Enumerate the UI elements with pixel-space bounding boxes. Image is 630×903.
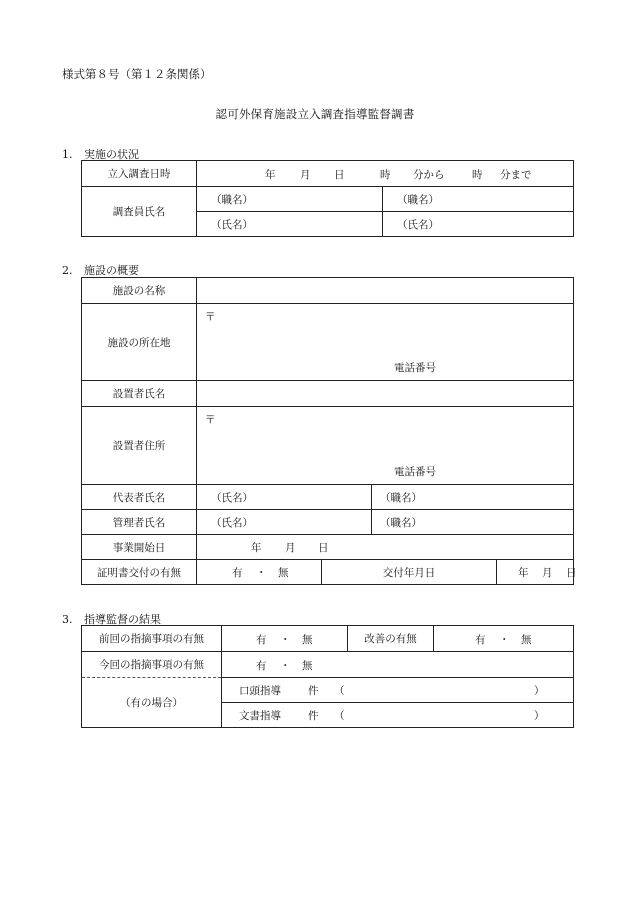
issue-year: 年 bbox=[518, 567, 529, 579]
current-yes: 有 bbox=[256, 659, 267, 672]
written-open-paren: （ bbox=[334, 710, 345, 722]
founder-postal-mark: 〒 bbox=[205, 414, 216, 426]
inspection-datetime-label: 立入調査日時 bbox=[82, 161, 197, 187]
current-dot: ・ bbox=[280, 659, 291, 672]
section3-number: 3. bbox=[62, 613, 73, 626]
facility-phone-label: 電話番号 bbox=[394, 362, 436, 374]
oral-guidance-field[interactable] bbox=[222, 678, 574, 703]
current-no: 無 bbox=[302, 659, 313, 672]
dt-day: 日 bbox=[334, 168, 345, 181]
previous-findings-yes-no[interactable] bbox=[222, 626, 348, 652]
representative-label: 代表者氏名 bbox=[82, 485, 197, 510]
dt-year: 年 bbox=[265, 168, 276, 181]
improvement-yes: 有 bbox=[475, 633, 486, 646]
founder-address-label: 設置者住所 bbox=[82, 407, 197, 485]
inspector1-name-label: （氏名） bbox=[211, 218, 253, 231]
previous-yes: 有 bbox=[256, 633, 267, 646]
dt-minute-from: 分から bbox=[413, 168, 445, 181]
certificate-dot: ・ bbox=[256, 567, 267, 579]
manager-position-field[interactable] bbox=[372, 510, 574, 535]
manager-name-field[interactable] bbox=[197, 510, 372, 535]
issue-month: 月 bbox=[542, 567, 553, 579]
founder-name-field[interactable] bbox=[197, 381, 574, 407]
certificate-yes: 有 bbox=[232, 567, 243, 579]
inspector2-name-field[interactable] bbox=[383, 212, 574, 237]
representative-position-field[interactable] bbox=[372, 485, 574, 510]
manager-label: 管理者氏名 bbox=[82, 510, 197, 535]
section3-table bbox=[81, 625, 574, 728]
founder-address-field[interactable] bbox=[197, 407, 574, 485]
certificate-label: 証明書交付の有無 bbox=[82, 560, 197, 585]
certificate-no: 無 bbox=[278, 567, 289, 579]
start-date-field[interactable] bbox=[197, 535, 574, 560]
previous-dot: ・ bbox=[280, 633, 291, 646]
start-date-label: 事業開始日 bbox=[82, 535, 197, 560]
oral-close-paren: ） bbox=[534, 685, 545, 697]
dt-hour: 時 bbox=[380, 168, 391, 181]
improvement-no: 無 bbox=[521, 633, 532, 646]
founder-phone-label: 電話番号 bbox=[394, 466, 436, 478]
section1-table bbox=[81, 160, 574, 237]
previous-findings-label: 前回の指摘事項の有無 bbox=[82, 626, 222, 652]
section1-number: 1. bbox=[62, 148, 73, 161]
section2-table bbox=[81, 277, 577, 585]
section3-title: 指導監督の結果 bbox=[84, 613, 161, 626]
facility-address-field[interactable] bbox=[197, 304, 574, 381]
inspector-name-label: 調査員氏名 bbox=[82, 187, 197, 237]
dt-month: 月 bbox=[300, 168, 311, 181]
inspection-datetime-field[interactable] bbox=[197, 161, 574, 187]
section1-title: 実施の状況 bbox=[84, 148, 139, 161]
inspector1-position-label: （職名） bbox=[211, 193, 253, 206]
facility-address-label: 施設の所在地 bbox=[82, 304, 197, 381]
improvement-yes-no[interactable] bbox=[434, 626, 574, 652]
founder-name-label: 設置者氏名 bbox=[82, 381, 197, 407]
inspector1-position-field[interactable] bbox=[197, 187, 383, 212]
representative-name-field[interactable] bbox=[197, 485, 372, 510]
improvement-label: 改善の有無 bbox=[348, 626, 434, 652]
facility-postal-mark: 〒 bbox=[205, 311, 216, 323]
section2-number: 2. bbox=[62, 264, 73, 277]
section2-title: 施設の概要 bbox=[84, 264, 139, 277]
form-number: 様式第８号（第１２条関係） bbox=[62, 67, 212, 81]
issue-date-field[interactable] bbox=[497, 560, 577, 585]
facility-name-label: 施設の名称 bbox=[82, 278, 197, 304]
oral-open-paren: （ bbox=[334, 685, 345, 697]
dt-hour-to: 時 bbox=[472, 168, 483, 181]
written-guidance-label: 文書指導 bbox=[239, 710, 281, 722]
improvement-dot: ・ bbox=[499, 633, 510, 646]
oral-guidance-label: 口頭指導 bbox=[239, 685, 281, 697]
inspector1-name-field[interactable] bbox=[197, 212, 383, 237]
manager-name-label: （氏名） bbox=[211, 516, 253, 529]
manager-position-label: （職名） bbox=[380, 516, 422, 529]
start-month: 月 bbox=[285, 542, 296, 554]
inspector2-position-field[interactable] bbox=[383, 187, 574, 212]
representative-name-label: （氏名） bbox=[211, 491, 253, 504]
issue-day: 日 bbox=[566, 567, 577, 579]
document-title: 認可外保育施設立入調査指導監督調書 bbox=[215, 107, 415, 121]
start-year: 年 bbox=[251, 542, 262, 554]
oral-count-unit: 件 bbox=[308, 685, 319, 697]
current-findings-label: 今回の指摘事項の有無 bbox=[82, 652, 222, 678]
if-yes-label: （有の場合） bbox=[82, 678, 222, 728]
certificate-yes-no[interactable] bbox=[197, 560, 322, 585]
inspector2-name-label: （氏名） bbox=[397, 218, 439, 231]
written-count-unit: 件 bbox=[308, 710, 319, 722]
facility-name-field[interactable] bbox=[197, 278, 574, 304]
inspector2-position-label: （職名） bbox=[397, 193, 439, 206]
section2-heading bbox=[62, 262, 139, 278]
previous-no: 無 bbox=[302, 633, 313, 646]
issue-date-label: 交付年月日 bbox=[322, 560, 497, 585]
current-findings-yes-no[interactable] bbox=[222, 652, 574, 678]
representative-position-label: （職名） bbox=[380, 491, 422, 504]
written-guidance-field[interactable] bbox=[222, 703, 574, 728]
start-day: 日 bbox=[318, 542, 329, 554]
written-close-paren: ） bbox=[534, 710, 545, 722]
dt-minute-to: 分まで bbox=[500, 168, 532, 181]
